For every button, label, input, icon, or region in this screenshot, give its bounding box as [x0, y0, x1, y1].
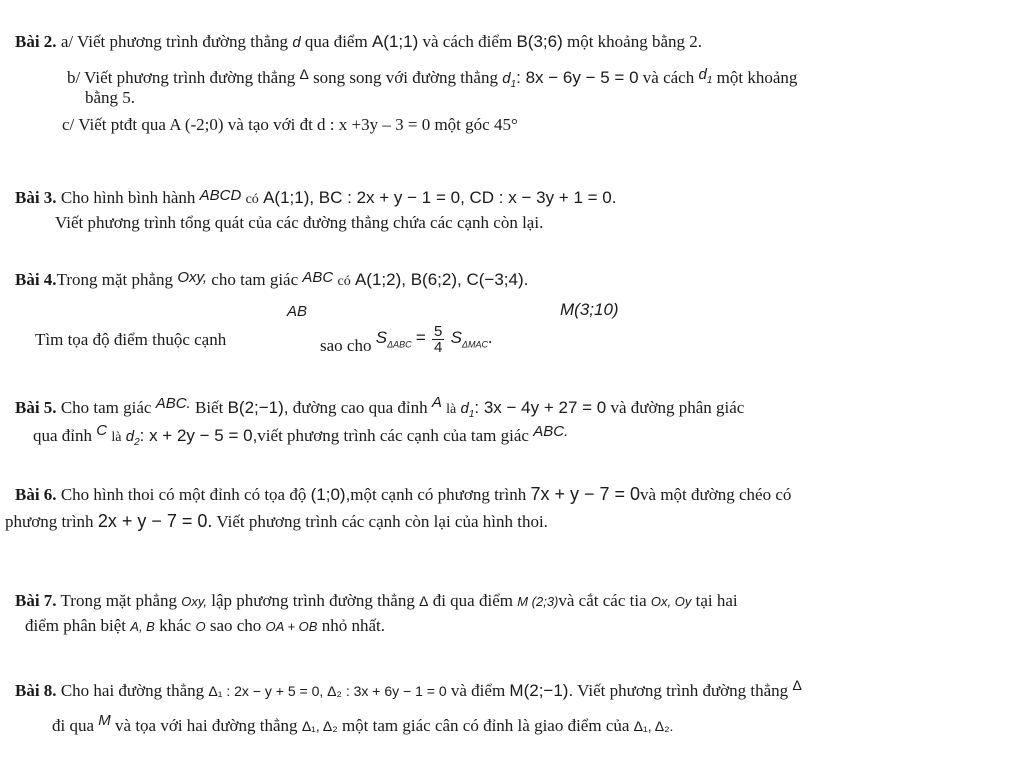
bai2-a-text1: a/ Viết phương trình đường thẳng	[60, 32, 289, 51]
bai4-text3: Tìm tọa độ điểm thuộc cạnh	[35, 330, 227, 349]
bai2-line-b	[67, 64, 797, 95]
bai5-text6: qua đỉnh	[33, 426, 93, 445]
bai2-a-text2: qua điểm	[304, 32, 368, 51]
bai5-line-2	[33, 421, 568, 453]
bai7-sum: OA + OB	[265, 619, 318, 634]
bai6-text1: Cho hình thoi có một đỉnh có tọa độ	[60, 485, 307, 504]
bai7-o: O	[195, 619, 206, 634]
bai8-text2: và điểm	[450, 681, 506, 700]
bai3-abcd: ABCD	[199, 187, 242, 204]
bai3-line-2	[55, 213, 543, 233]
bai4-text4: sao cho	[320, 336, 372, 355]
bai7-text8: sao cho	[209, 616, 262, 635]
bai4-dot: .	[488, 328, 493, 347]
bai2-a-text3: và cách điểm	[422, 32, 513, 51]
bai4-line-2	[35, 330, 226, 350]
bai8-d12-end: Δ₁, Δ₂.	[633, 718, 674, 734]
bai8-line-2	[52, 711, 673, 736]
bai6-line-1	[15, 484, 791, 505]
bai7-text2: lập phương trình đường thẳng	[211, 591, 415, 610]
bai2-a-point-b: B(3;6)	[516, 32, 563, 51]
bai2-line-b2	[85, 88, 135, 108]
bai8-m: M(2;−1).	[509, 681, 574, 700]
bai7-text9: nhỏ nhất.	[321, 616, 385, 635]
bai5-d2-equation: : x + 2y − 5 = 0,	[139, 426, 258, 445]
bai6-text3: và một đường chéo có	[640, 485, 792, 504]
bai4-equals: =	[415, 328, 426, 347]
bai7-delta: Δ	[419, 593, 429, 609]
bai2-b-d1: $d_1$	[502, 70, 517, 90]
bai4-m-point	[560, 300, 619, 320]
bai5-text7: là	[111, 430, 122, 445]
bai4-co: có	[337, 274, 351, 289]
bai8-delta: Δ	[792, 677, 802, 693]
bai4-m: M(3;10)	[560, 300, 619, 319]
bai2-b-text2: song song với đường thẳng	[313, 68, 498, 87]
bai6-eq2: 2x + y − 7 = 0.	[97, 511, 213, 531]
bai7-text5: tại hai	[695, 591, 738, 610]
bai4-text1: Trong mặt phẳng	[56, 270, 174, 289]
bai2-line-c	[62, 115, 518, 135]
bai4-ab-top	[287, 301, 307, 322]
bai7-text1: Trong mặt phẳng	[60, 591, 178, 610]
bai5-text4: là	[446, 402, 457, 417]
bai8-m2: M	[98, 712, 111, 729]
bai8-line-1	[15, 675, 802, 701]
bai5-a: A	[431, 394, 442, 411]
bai7-text6: điểm phân biệt	[25, 616, 127, 635]
bai2-c-text: c/ Viết ptđt qua A (-2;0) và tạo với đt d : x +3y – 3 = 0 một góc 45°	[62, 115, 518, 134]
bai2-a-text4: một khoảng bằng 2.	[566, 32, 703, 51]
bai4-line-1	[15, 268, 528, 292]
bai5-text2: Biết	[194, 398, 224, 417]
bai4-ab: AB	[287, 303, 308, 320]
bai2-b-text5: bằng 5.	[85, 88, 136, 107]
bai5-b: B(2;−1),	[227, 398, 289, 417]
bai8-text1: Cho hai đường thẳng	[60, 681, 205, 700]
bai8-text5: và tọa với hai đường thẳng	[115, 716, 298, 735]
bai2-b-equation: : 8x − 6y − 5 = 0	[516, 68, 639, 87]
bai7-rays: Ox, Oy	[650, 594, 692, 609]
bai6-text2: một cạnh có phương trình	[350, 485, 527, 504]
bai3-label: Bài 3.	[15, 188, 57, 207]
bai2-b-text1: b/ Viết phương trình đường thẳng	[67, 68, 296, 87]
bai5-d2: $d_2$	[125, 428, 140, 448]
bai6-text4: phương trình	[5, 512, 94, 531]
bai7-line-2	[25, 616, 385, 637]
bai7-line-1	[15, 591, 738, 612]
bai8-text4: đi qua	[52, 716, 95, 735]
bai5-d1-equation: : 3x − 4y + 27 = 0	[474, 398, 607, 417]
bai2-b-text4: một khoảng	[716, 68, 798, 87]
bai7-text4: và cắt các tia	[558, 591, 647, 610]
bai5-abc-end: ABC.	[533, 423, 569, 440]
bai3-co: có	[245, 192, 259, 207]
bai4-s-mac: $S_{\Delta MAC}$	[450, 328, 489, 350]
bai3-text2: Viết phương trình tổng quát của các đường thẳng chứa các cạnh còn lại.	[55, 213, 544, 232]
bai2-label: Bài 2.	[15, 32, 57, 51]
bai7-m: M (2;3)	[517, 594, 559, 609]
bai6-label: Bài 6.	[15, 485, 57, 504]
bai3-line-1	[15, 186, 616, 210]
bai4-text2: cho tam giác	[211, 270, 299, 289]
bai5-text8: viết phương trình các cạnh của tam giác	[257, 426, 529, 445]
bai6-eq1: 7x + y − 7 = 0	[530, 484, 641, 504]
bai8-d12: Δ₁, Δ₂	[301, 718, 338, 734]
bai5-text1: Cho tam giác	[60, 398, 152, 417]
bai4-points: A(1;2), B(6;2), C(−3;4).	[354, 270, 529, 289]
bai8-label: Bài 8.	[15, 681, 57, 700]
bai8-text3: Viết phương trình đường thẳng	[577, 681, 789, 700]
bai4-label: Bài 4.	[15, 270, 57, 289]
bai4-s-abc: $S_{\Delta ABC}$	[375, 328, 412, 350]
bai6-point: (1;0),	[310, 485, 351, 504]
bai2-line-a	[15, 32, 702, 53]
bai2-a-point-a: A(1;1)	[371, 32, 419, 51]
bai4-fraction: $\frac{5}{4}$	[434, 322, 443, 356]
bai7-text3: đi qua điểm	[432, 591, 513, 610]
bai8-equations: Δ₁ : 2x − y + 5 = 0, Δ₂ : 3x + 6y − 1 = 0	[208, 683, 447, 699]
bai5-text5: và đường phân giác	[610, 398, 745, 417]
bai5-c: C	[96, 422, 108, 439]
bai7-oxy: Oxy,	[181, 594, 208, 609]
bai4-line-2b	[320, 320, 492, 364]
bai8-text6: một tam giác cân có đỉnh là giao điểm của	[341, 716, 630, 735]
bai3-equations: A(1;1), BC : 2x + y − 1 = 0, CD : x − 3y + 1 = 0.	[263, 188, 617, 207]
bai5-text3: đường cao qua đỉnh	[292, 398, 428, 417]
bai7-label: Bài 7.	[15, 591, 57, 610]
bai4-abc: ABC	[302, 269, 334, 286]
bai2-b-d1-again: $d_1$	[698, 66, 713, 86]
bai2-a-d: d	[292, 34, 301, 51]
bai5-label: Bài 5.	[15, 398, 57, 417]
bai5-d1: $d_1$	[460, 400, 475, 420]
bai2-b-delta: Δ	[299, 66, 309, 82]
bai2-b-text3: và cách	[642, 68, 695, 87]
bai3-text1: Cho hình bình hành	[60, 188, 196, 207]
bai5-abc: ABC.	[155, 395, 191, 412]
bai4-oxy: Oxy,	[177, 269, 208, 286]
bai6-text5: Viết phương trình các cạnh còn lại của hình thoi.	[216, 512, 548, 531]
bai7-ab: A, B	[130, 619, 155, 634]
bai7-text7: khác	[159, 616, 192, 635]
bai6-line-2	[5, 511, 548, 532]
